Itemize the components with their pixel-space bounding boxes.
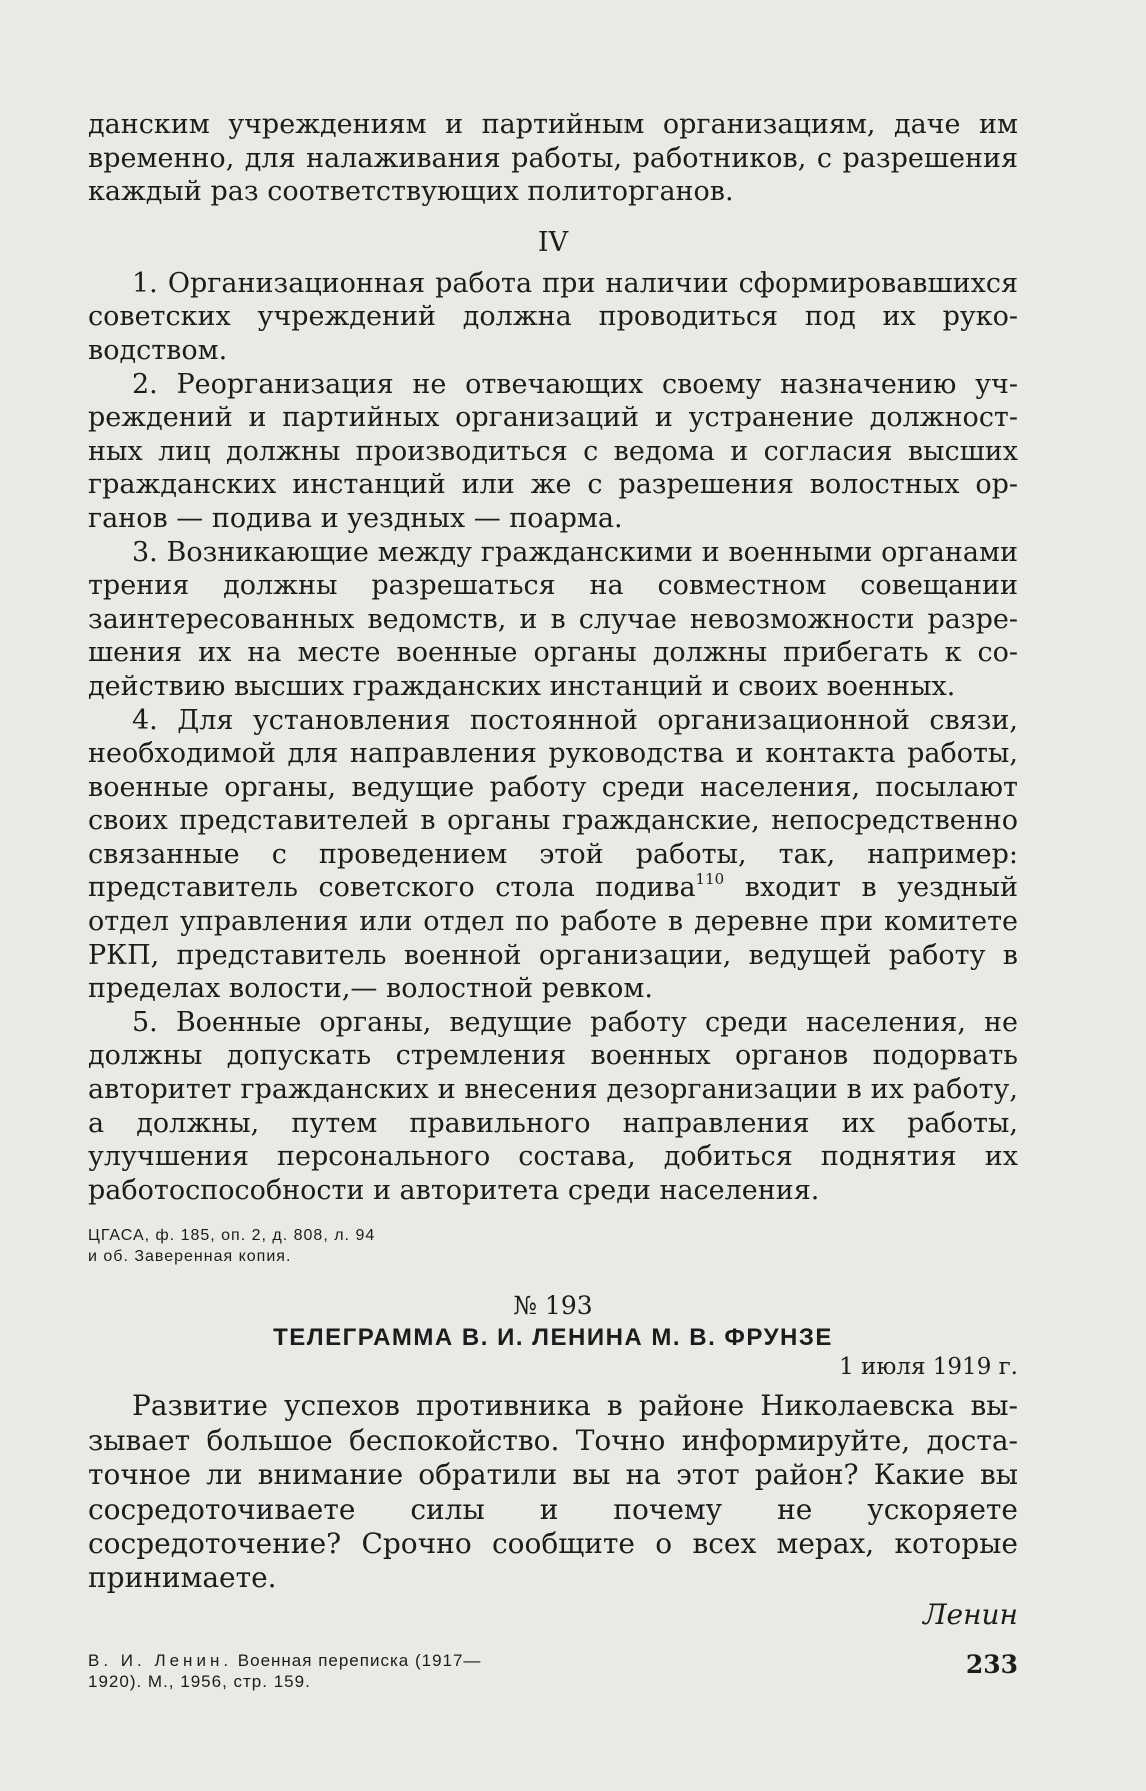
footnote-mark: 110 [695,870,725,889]
item-4 [88,704,1018,1006]
signature: Ленин [923,1597,1018,1631]
section-heading: IV [537,226,569,258]
telegram-source [88,1650,488,1692]
item-3: 3. Возникающие между гражданскими и военными органами трения должны разрешаться на совместном совещании заинтересованных ведомств, и в случае невозможности разрешения их на месте военные органы должны прибегать к содействию высших гражданских инстанций и своих военных. [88,536,1018,702]
item-2: 2. Реорганизация не отвечающих своему назначению учреждений и партийных организаций и устранение должностных лиц должны производиться с ведома и согласия высших гражданских инстанций или же с разрешения волостных органов — подива и уездных — поарма. [88,368,1018,534]
telegram-text: Развитие успехов противника в районе Николаевска вызывает большое беспокойство. Точно информируйте, достаточное ли внимание обратили вы на этот район? Какие вы сосредоточиваете силы и почему не ускоряете сосредоточение? Срочно сообщите о всех мерах, которые принимаете. [88,1389,1018,1595]
document-date: 1 июля 1919 г. [839,1354,1018,1381]
page-number: 233 [965,1650,1018,1679]
document-title: ТЕЛЕГРАММА В. И. ЛЕНИНА М. В. ФРУНЗЕ [273,1324,833,1352]
archive-source-line-2: и об. Заверенная копия. [88,1248,292,1266]
item-4-text-start: 4. Для установления постоянной организационной связи, необходимой для направления руководства и контакта работы, военные органы, ведущие работу среди населения, посылают своих представителей в органы гражданские, непосредственно связанные с проведением этой работы, так, например: представитель советского стола подива [88,704,1018,904]
intro-paragraph: данским учреждениям и партийным организациям, даче им временно, для налаживания работы, работников, с разрешения каждый раз соответствующих политорганов. [88,109,1018,208]
telegram-source-rest: Военная переписка (1917—1920). М., 1956, стр. 159. [88,1650,482,1691]
archive-source-line-1: ЦГАСА, ф. 185, оп. 2, д. 808, л. 94 [88,1227,376,1245]
document-number: № 193 [513,1291,593,1321]
document-body [88,108,1018,1207]
item-5: 5. Военные органы, ведущие работу среди населения, не должны допускать стремления военных органов подорвать авторитет гражданских и внесения дезорганизации в их работу, а должны, путем правильного направления их работы, улучшения персонального состава, добиться поднятия их работоспособности и авторитета среди населения. [88,1006,1018,1206]
archive-source [88,1225,508,1267]
item-1: 1. Организационная работа при наличии сформировавшихся советских учреждений должна проводиться под их руководством. [88,267,1018,366]
telegram-body [88,1389,1018,1595]
item-4-text-end: входит в уездный отдел управления или отдел по работе в деревне при комитете РКП, представитель военной организации, ведущей работу в пределах волости,— волостной ревком. [88,872,1018,1005]
telegram-source-author: В. И. Ленин. [88,1650,233,1670]
